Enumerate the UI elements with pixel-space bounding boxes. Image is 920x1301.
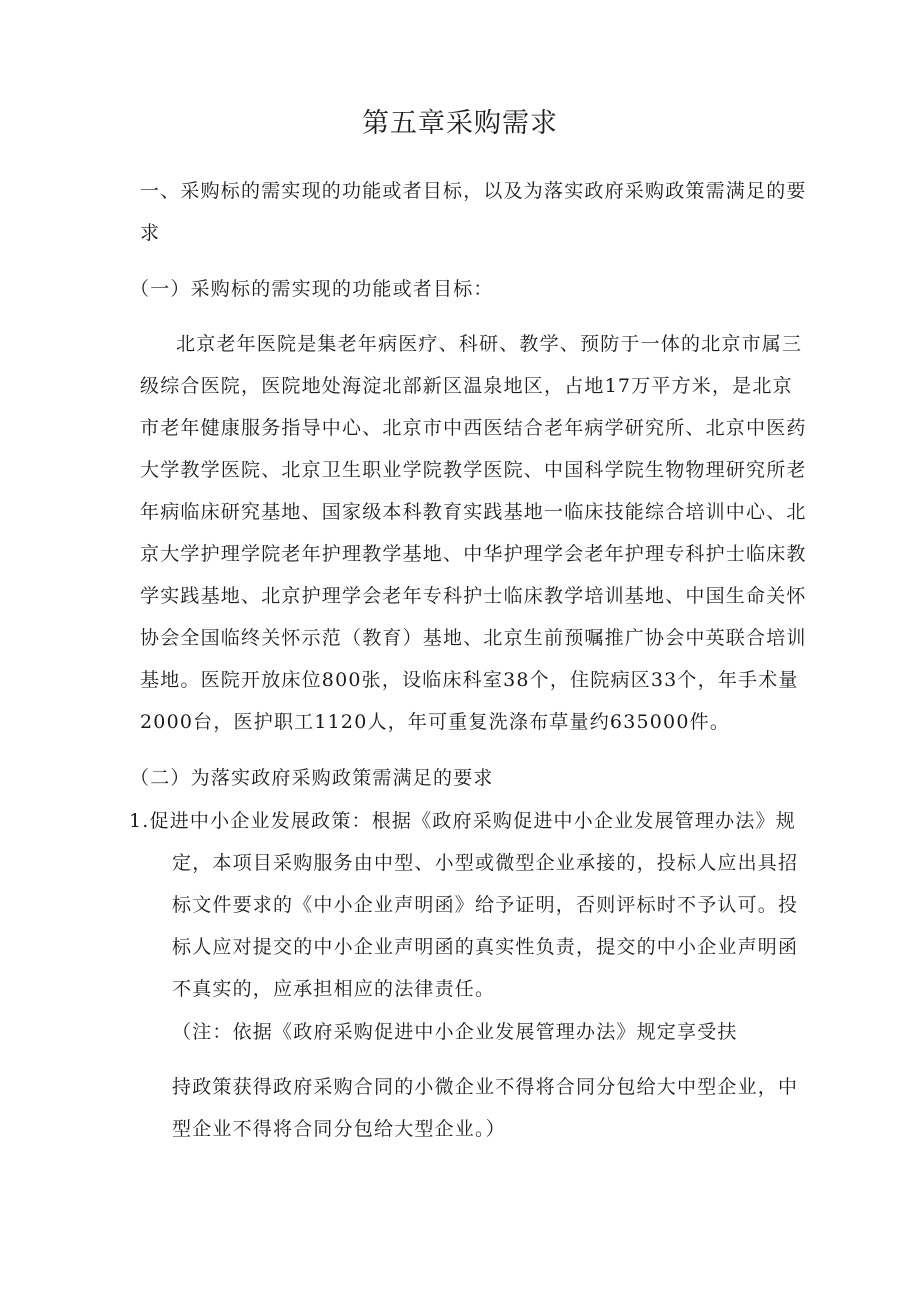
paragraph-line: 协会全国临终关怀示范（教育）基地、北京生前预嘱推广协会中英联合培训 xyxy=(140,627,807,649)
chapter-title: 第五章采购需求 xyxy=(362,108,558,139)
note-line: 持政策获得政府采购合同的小微企业不得将合同分包给大中型企业，中 xyxy=(172,1076,799,1098)
paragraph-line: 大学教学医院、北京卫生职业学院教学医院、中国科学院生物物理研究所老 xyxy=(140,459,807,481)
list-item-line: 标文件要求的《中小企业声明函》给予证明，否则评标时不予认可。投 xyxy=(172,894,799,916)
paragraph-line: 北京老年医院是集老年病医疗、科研、教学、预防于一体的北京市属三 xyxy=(176,333,803,355)
list-item-line: 标人应对提交的中小企业声明函的真实性负责，提交的中小企业声明函 xyxy=(172,936,799,958)
paragraph-line: 市老年健康服务指导中心、北京市中西医结合老年病学研究所、北京中医药 xyxy=(140,417,807,439)
list-item-line: 定，本项目采购服务由中型、小型或微型企业承接的，投标人应出具招 xyxy=(172,852,799,874)
section-heading-line: 求 xyxy=(140,222,161,244)
subsection-heading: （二）为落实政府采购政策需满足的要求 xyxy=(130,767,494,789)
paragraph-line: 京大学护理学院老年护理教学基地、中华护理学会老年护理专科护士临床教 xyxy=(140,543,807,565)
paragraph-line: 2000台，医护职工1120人，年可重复洗涤布草量约635000件。 xyxy=(140,711,731,733)
paragraph-line: 年病临床研究基地、国家级本科教育实践基地一临床技能综合培训中心、北 xyxy=(140,501,807,523)
section-heading-line: 一、采购标的需实现的功能或者目标，以及为落实政府采购政策需满足的要 xyxy=(140,180,807,202)
list-item-line: 1.促进中小企业发展政策：根据《政府采购促进中小企业发展管理办法》规 xyxy=(129,810,796,832)
note-line: （注：依据《政府采购促进中小企业发展管理办法》规定享受扶 xyxy=(172,1021,738,1043)
subsection-heading: （一）采购标的需实现的功能或者目标： xyxy=(130,278,494,300)
paragraph-line: 基地。医院开放床位800张，设临床科室38个，住院病区33个，年手术量 xyxy=(140,669,799,691)
note-line: 型企业不得将合同分包给大型企业。） xyxy=(172,1118,506,1140)
paragraph-line: 级综合医院，医院地处海淀北部新区温泉地区，占地17万平方米，是北京 xyxy=(140,375,793,397)
paragraph-line: 学实践基地、北京护理学会老年专科护士临床教学培训基地、中国生命关怀 xyxy=(140,585,807,607)
list-item-line: 不真实的，应承担相应的法律责任。 xyxy=(172,978,496,1000)
